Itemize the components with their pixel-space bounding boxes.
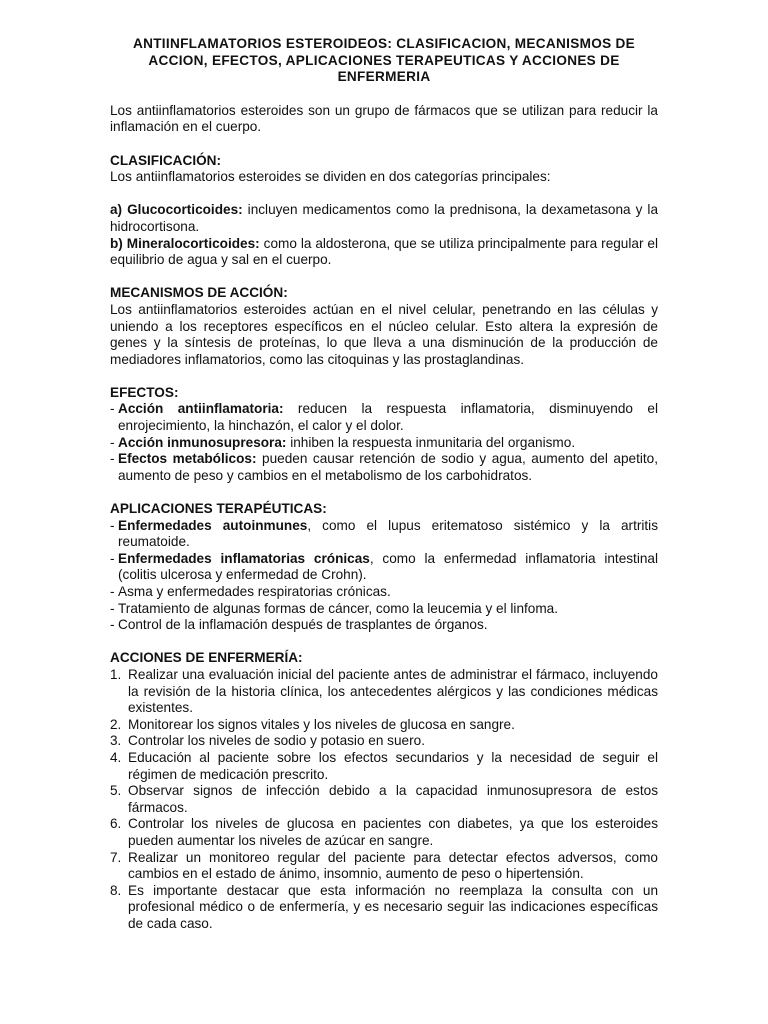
list-item xyxy=(110,667,658,717)
list-item-text: pueden causar retención de sodio y agua, aumento del apetito, aumento de peso y cambios en el metabolismo de los carbohidratos. xyxy=(118,451,659,483)
section-heading-clasificacion: CLASIFICACIÓN: xyxy=(110,152,222,168)
section-heading-efectos: EFECTOS: xyxy=(110,384,179,400)
clasificacion-item-a xyxy=(110,202,658,235)
spacer xyxy=(110,269,658,286)
list-item-number: 3. xyxy=(110,733,122,749)
section-heading-acciones: ACCIONES DE ENFERMERÍA: xyxy=(110,650,303,666)
list-item xyxy=(110,750,658,783)
list-item-label: Efectos metabólicos: xyxy=(118,451,257,467)
efectos-list xyxy=(110,401,658,484)
list-item xyxy=(110,850,658,883)
list-item-number: 7. xyxy=(110,849,122,865)
list-item-text: , como el lupus eritematoso sistémico y la artritis reumatoide. xyxy=(118,517,658,550)
spacer xyxy=(110,368,658,385)
list-item xyxy=(110,584,658,601)
list-item-text: Realizar una evaluación inicial del paciente antes de administrar el fármaco, incluyendo la revisión de la historia clínica, los antecedentes alérgicos y las condiciones médicas existentes. xyxy=(128,666,658,716)
list-item-text: Controlar los niveles de sodio y potasio en suero. xyxy=(128,733,425,749)
list-item xyxy=(110,717,658,734)
list-item xyxy=(110,601,658,618)
list-item xyxy=(110,551,658,584)
acciones-list xyxy=(110,667,658,933)
list-item xyxy=(110,451,658,484)
aplicaciones-list xyxy=(110,518,658,634)
clasificacion-item-a-text: incluyen medicamentos como la prednisona, la dexametasona y la hidrocortisona. xyxy=(110,202,659,234)
list-item-label: Acción inmunosupresora: xyxy=(118,434,287,450)
clasificacion-item-b-label: b) Mineralocorticoides: xyxy=(110,235,260,251)
intro-paragraph: Los antiinflamatorios esteroides son un grupo de fármacos que se utilizan para reducir la inflamación en el cuerpo. xyxy=(110,102,658,135)
list-item-text: Tratamiento de algunas formas de cáncer, como la leucemia y el linfoma. xyxy=(118,600,558,616)
list-item-label: Acción antiinflamatoria: xyxy=(118,401,284,417)
list-item-text: , como la enfermedad inflamatoria intestinal (colitis ulcerosa y enfermedad de Crohn). xyxy=(118,550,658,583)
list-item-label: Enfermedades autoinmunes xyxy=(118,517,308,533)
list-item-text: inhiben la respuesta inmunitaria del organismo. xyxy=(286,434,576,450)
list-item xyxy=(110,617,658,634)
list-item-number: 8. xyxy=(110,882,122,898)
spacer xyxy=(110,186,658,203)
list-item-text: Control de la inflamación después de trasplantes de órganos. xyxy=(118,617,488,633)
list-item-text: Observar signos de infección debido a la capacidad inmunosupresora de estos fármacos. xyxy=(128,783,658,815)
list-item-text: Educación al paciente sobre los efectos secundarios y la necesidad de seguir el régimen de medicación prescrito. xyxy=(128,749,658,782)
list-item-text: Realizar un monitoreo regular del paciente para detectar efectos adversos, como cambios en el estado de ánimo, insomnio, aumento de peso o hipertensión. xyxy=(128,849,658,882)
spacer xyxy=(110,484,658,501)
list-item-text: Es importante destacar que esta información no reemplaza la consulta con un profesional médico o de enfermería, y es necesario seguir las indicaciones específicas de cada caso. xyxy=(128,882,658,931)
list-item xyxy=(110,883,658,933)
section-heading-mecanismos: MECANISMOS DE ACCIÓN: xyxy=(110,285,288,301)
document-title: ANTIINFLAMATORIOS ESTEROIDEOS: CLASIFICACION, MECANISMOS DE ACCION, EFECTOS, APLICACIONES TERAPEUTICAS Y ACCIONES DE ENFERMERIA xyxy=(132,36,636,85)
list-item-number: 4. xyxy=(110,749,122,765)
list-item xyxy=(110,783,658,816)
list-item-number: 1. xyxy=(110,666,122,682)
list-item xyxy=(110,816,658,849)
list-item xyxy=(110,401,658,434)
clasificacion-text: Los antiinflamatorios esteroides se dividen en dos categorías principales: xyxy=(110,169,551,185)
list-item-text: Asma y enfermedades respiratorias crónicas. xyxy=(118,584,391,599)
list-item-text: Monitorear los signos vitales y los niveles de glucosa en sangre. xyxy=(128,716,515,732)
clasificacion-item-b-text: como la aldosterona, que se utiliza principalmente para regular el equilibrio de agua y sal en el cuerpo. xyxy=(110,235,658,268)
spacer xyxy=(110,136,658,153)
list-item xyxy=(110,518,658,551)
list-item-label: Enfermedades inflamatorias crónicas xyxy=(118,550,370,566)
clasificacion-item-a-label: a) Glucocorticoides: xyxy=(110,202,243,218)
spacer xyxy=(110,634,658,651)
list-item-number: 6. xyxy=(110,816,122,832)
list-item-number: 2. xyxy=(110,716,122,732)
clasificacion-item-b xyxy=(110,236,658,269)
list-item xyxy=(110,435,658,452)
list-item xyxy=(110,733,658,750)
mecanismos-text: Los antiinflamatorios esteroides actúan en el nivel celular, penetrando en las células y uniendo a los receptores específicos en el núcleo celular. Esto altera la expresión de genes y la síntesis de proteínas, lo que lleva a una disminución de la producción de mediadores inflamatorios, como las citoquinas y las prostaglandinas. xyxy=(110,301,658,367)
list-item-number: 5. xyxy=(110,783,122,799)
list-item-text: reducen la respuesta inflamatoria, disminuyendo el enrojecimiento, la hinchazón, el calor y el dolor. xyxy=(118,401,658,434)
section-heading-aplicaciones: APLICACIONES TERAPÉUTICAS: xyxy=(110,501,327,517)
list-item-text: Controlar los niveles de glucosa en pacientes con diabetes, ya que los esteroides pueden aumentar los niveles de azúcar en sangre. xyxy=(128,816,658,848)
